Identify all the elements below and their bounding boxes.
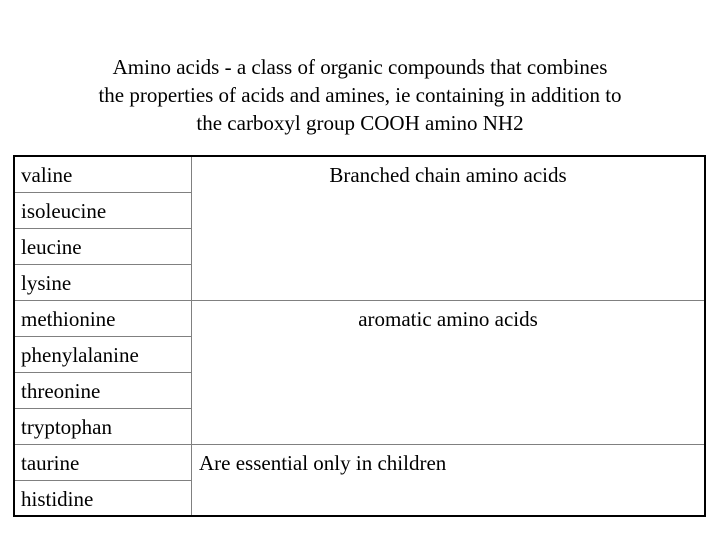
amino-acid-cell: phenylalanine <box>15 337 191 373</box>
amino-acid-cell: methionine <box>15 301 191 337</box>
amino-acid-column <box>15 157 192 515</box>
group-cell: Are essential only in children <box>199 451 447 475</box>
amino-acid-cell: isoleucine <box>15 193 191 229</box>
group-cell: aromatic amino acids <box>192 301 704 445</box>
title-line: Amino acids - a class of organic compounds that combines <box>112 55 608 79</box>
title-line: the carboxyl group COOH amino NH2 <box>196 111 524 135</box>
title-line: the properties of acids and amines, ie containing in addition to <box>98 83 622 107</box>
slide-title <box>40 53 680 137</box>
amino-acid-table <box>13 155 706 517</box>
amino-acid-cell: valine <box>15 157 191 193</box>
amino-acid-cell: leucine <box>15 229 191 265</box>
amino-acid-cell: tryptophan <box>15 409 191 445</box>
group-column <box>192 157 704 515</box>
amino-acid-cell: taurine <box>15 445 191 481</box>
amino-acid-cell: threonine <box>15 373 191 409</box>
amino-acid-cell: histidine <box>21 487 94 511</box>
amino-acid-cell: lysine <box>15 265 191 301</box>
group-cell: Branched chain amino acids <box>192 157 704 301</box>
